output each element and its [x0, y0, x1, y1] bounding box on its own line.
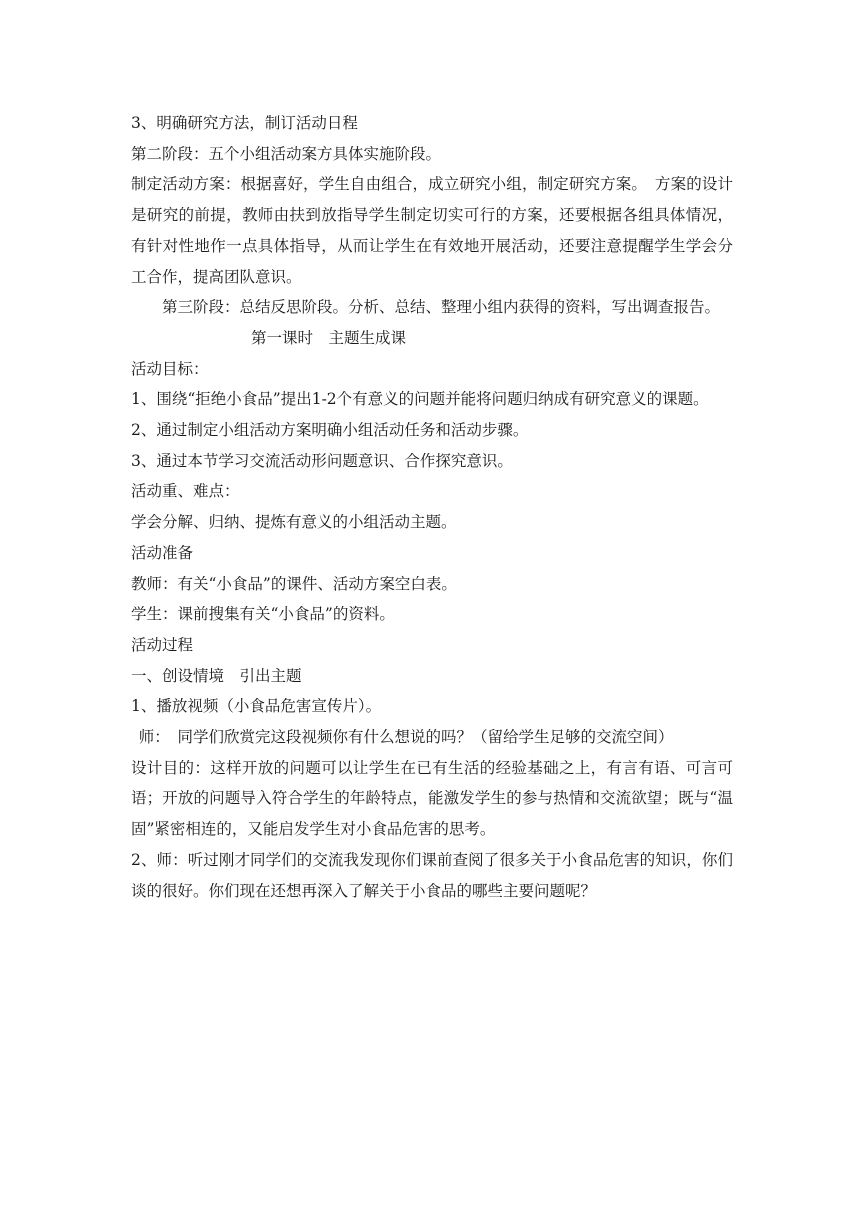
key-points-heading: 活动重、难点：	[131, 482, 240, 501]
step-3-heading: 3、明确研究方法，制订活动日程	[131, 114, 358, 132]
teacher-question: 师： 同学们欣赏完这段视频你有什么想说的吗？（留给学生足够的交流空间）	[138, 728, 674, 747]
teacher-preparation: 教师：有关“小食品”的课件、活动方案空白表。	[131, 574, 457, 593]
goal-item-2: 2、通过制定小组活动方案明确小组活动任务和活动步骤。	[131, 421, 529, 440]
step-1-video: 1、播放视频（小食品危害宣传片）。	[131, 697, 382, 716]
activity-goals-heading: 活动目标：	[131, 359, 209, 378]
goal-item-1: 1、围绕“拒绝小食品”提出1-2个有意义的问题并能将问题归纳成有研究意义的课题。	[131, 390, 709, 409]
stage-two-heading: 第二阶段：五个小组活动案方具体实施阶段。	[131, 144, 442, 163]
section-one-heading: 一、创设情境 引出主题	[131, 666, 302, 685]
process-heading: 活动过程	[131, 635, 194, 654]
lesson-title: 第一课时 主题生成课	[251, 328, 407, 347]
student-preparation: 学生：课前搜集有关“小食品”的资料。	[131, 605, 395, 624]
preparation-heading: 活动准备	[131, 543, 194, 562]
stage-three-paragraph: 第三阶段：总结反思阶段。分析、总结、整理小组内获得的资料，写出调查报告。	[162, 298, 721, 317]
step-2-paragraph: 2、师：听过刚才同学们的交流我发现你们课前查阅了很多关于小食品危害的知识，你们谈的很好。你们现在还想再深入了解关于小食品的哪些主要问题呢？	[131, 850, 733, 900]
key-points-text: 学会分解、归纳、提炼有意义的小组活动主题。	[131, 513, 457, 532]
design-purpose-paragraph: 设计目的：这样开放的问题可以让学生在已有生活的经验基础之上，有言有语、可言可语；开放的问题导入符合学生的年龄特点，能激发学生的参与热情和交流欲望；既与“温固”紧密相连的，又能启发学生对小食品危害的思考。	[131, 758, 733, 839]
goal-item-3: 3、通过本节学习交流活动形问题意识、合作探究意识。	[131, 451, 513, 470]
activity-plan-paragraph: 制定活动方案：根据喜好，学生自由组合，成立研究小组，制定研究方案。 方案的设计是研究的前提，教师由扶到放指导学生制定切实可行的方案，还要根据各组具体情况，有针对性地作一点具体指导，从而让学生在有效地开展活动，还要注意提醒学生学会分工合作，提高团队意识。	[131, 175, 733, 286]
document-body	[131, 108, 733, 906]
